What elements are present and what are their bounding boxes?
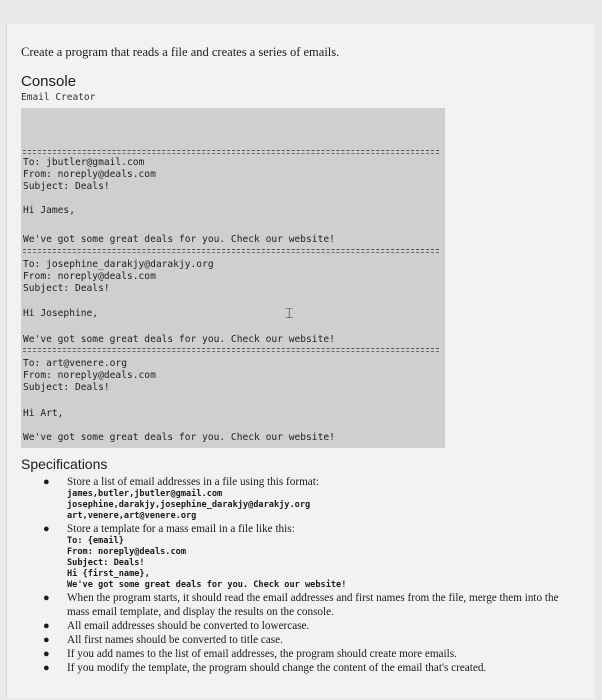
email-subject: Subject: Deals! xyxy=(23,181,110,192)
separator-line xyxy=(23,249,439,250)
bullet-icon: ● xyxy=(43,523,50,535)
email-from: From: noreply@deals.com xyxy=(23,271,156,282)
email-from: From: noreply@deals.com xyxy=(23,370,156,381)
separator-line xyxy=(23,252,439,253)
list-item: ● If you add names to the list of email addresses, the program should create more emails. xyxy=(43,648,457,660)
bullet-icon: ● xyxy=(43,476,50,488)
list-item: ● Store a list of email addresses in a file using this format: james,butler,jbutler@gmail.com josephine,darakjy,josephine_darakjy@darakjy.org art,venere,art@venere.org xyxy=(21,475,581,522)
separator-line xyxy=(23,348,439,349)
list-item: ● All email addresses should be converted to lowercase. xyxy=(43,620,310,632)
email-body: We've got some great deals for you. Check our website! xyxy=(23,234,335,245)
bullet-icon: ● xyxy=(43,648,50,660)
bullet-icon: ● xyxy=(43,620,50,632)
email-subject: Subject: Deals! xyxy=(23,283,110,294)
email-greeting: Hi Art, xyxy=(23,408,64,419)
bullet-icon: ● xyxy=(43,662,50,674)
email-body: We've got some great deals for you. Check our website! xyxy=(23,432,335,443)
document-page xyxy=(6,24,595,698)
separator-line xyxy=(23,150,439,151)
bullet-icon: ● xyxy=(43,634,50,646)
list-item: ● When the program starts, it should read the email addresses and first names from the file, merge them into the mass email template, and display the results on the console. xyxy=(43,592,559,618)
console-subheading: Email Creator xyxy=(21,92,96,103)
separator-line xyxy=(23,351,439,352)
bullet-icon: ● xyxy=(43,592,50,604)
email-body: We've got some great deals for you. Check our website! xyxy=(23,334,335,345)
format-example: james,butler,jbutler@gmail.com josephine,darakjy,josephine_darakjy@darakjy.org art,venere,art@venere.org xyxy=(67,489,311,521)
email-greeting: Hi Josephine, xyxy=(23,308,99,319)
email-subject: Subject: Deals! xyxy=(23,382,110,393)
console-heading: Console xyxy=(21,73,77,90)
list-item: ● Store a template for a mass email in a file like this: To: {email} From: noreply@deals.com Subject: Deals! Hi {first_name}, We've got some great deals for you. Check our website! xyxy=(21,522,581,591)
separator-line xyxy=(23,153,439,154)
specifications-list xyxy=(21,475,581,675)
text-cursor-icon: ⌶ xyxy=(285,306,294,322)
email-to: To: art@venere.org xyxy=(23,358,127,369)
email-to: To: jbutler@gmail.com xyxy=(23,157,145,168)
email-to: To: josephine_darakjy@darakjy.org xyxy=(23,259,214,270)
page-title: Create a program that reads a file and creates a series of emails. xyxy=(21,45,340,59)
specifications-heading: Specifications xyxy=(21,456,108,472)
list-item: ● If you modify the template, the program should change the content of the email that's created. xyxy=(43,662,487,674)
list-item: ● All first names should be converted to title case. xyxy=(43,634,283,646)
console-output xyxy=(21,108,445,448)
template-example: To: {email} From: noreply@deals.com Subject: Deals! Hi {first_name}, We've got some great deals for you. Check our website! xyxy=(67,536,347,590)
email-greeting: Hi James, xyxy=(23,205,75,216)
email-from: From: noreply@deals.com xyxy=(23,169,156,180)
